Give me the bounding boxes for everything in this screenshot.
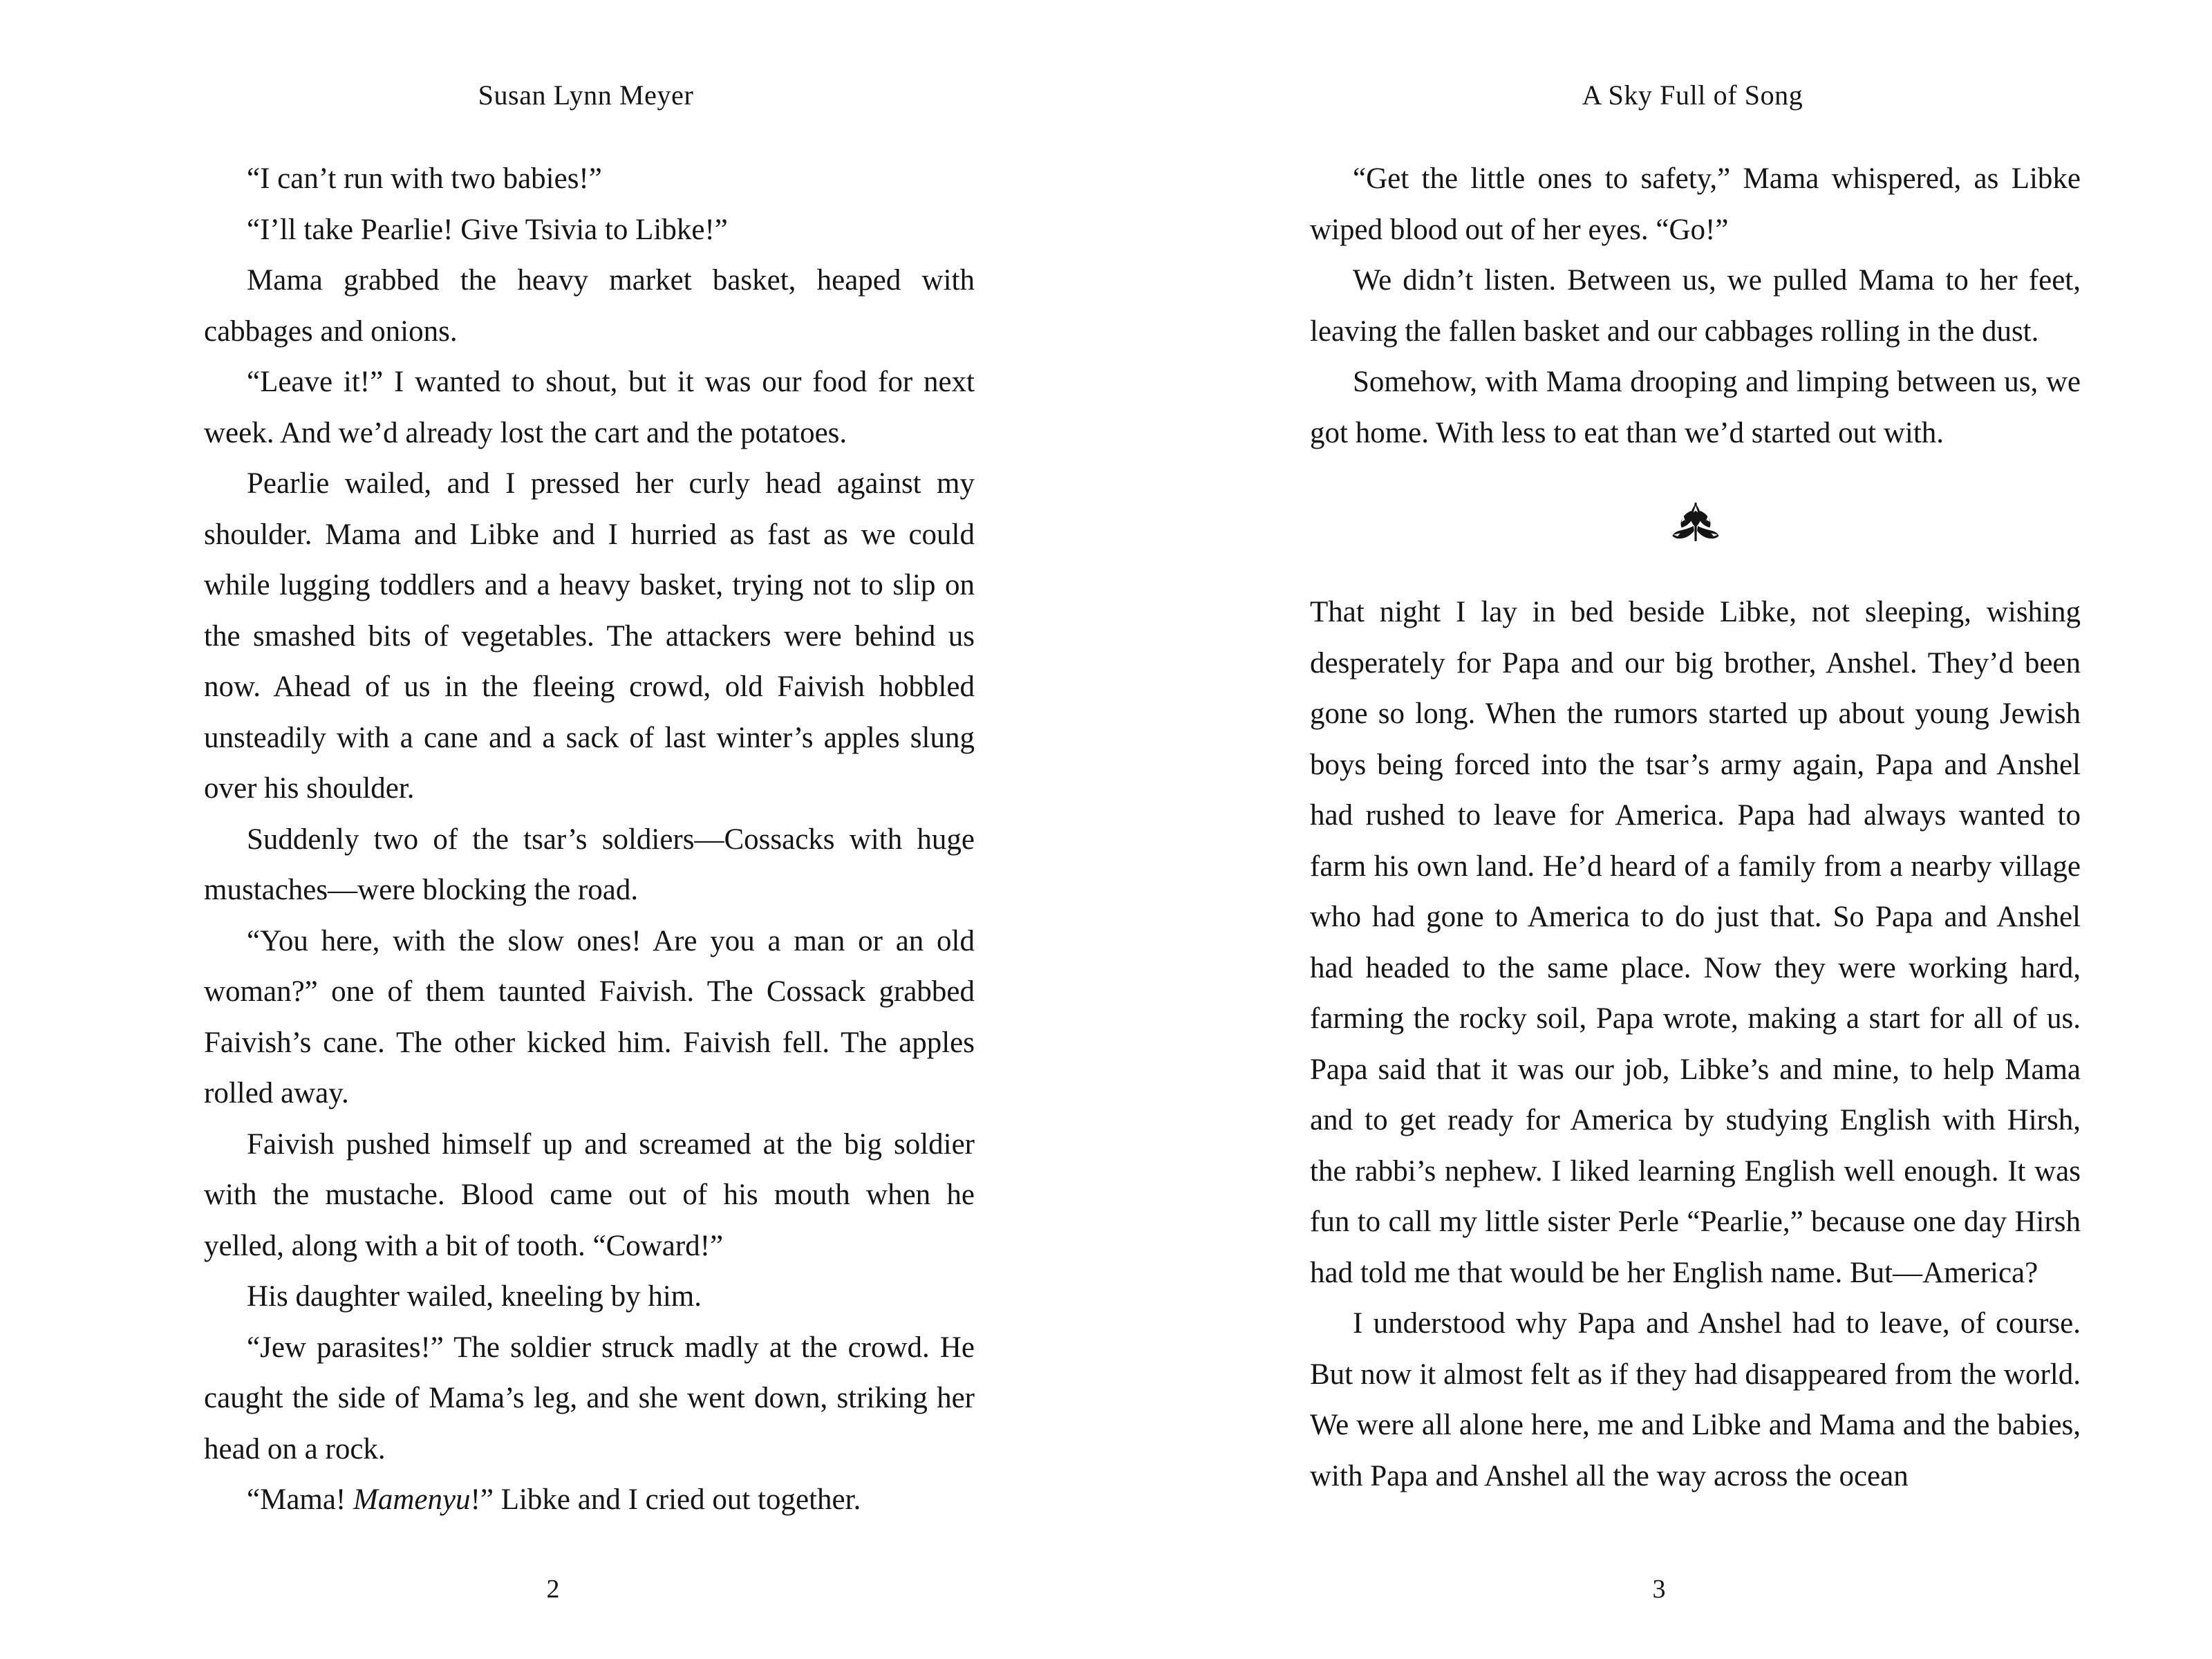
paragraph: “Get the little ones to safety,” Mama whispered, as Libke wiped blood out of her eyes. “Go!” <box>1310 162 2081 246</box>
page-number-recto: 3 <box>1652 1575 1666 1604</box>
paragraph: “Jew parasites!” The soldier struck madly at the crowd. He caught the side of Mama’s leg, and she went down, striking her head on a rock. <box>204 1331 975 1465</box>
paragraph-with-italic <box>204 1474 975 1526</box>
section-break-ornament <box>1310 486 2081 562</box>
paragraph: His daughter wailed, kneeling by him. <box>247 1280 702 1313</box>
paragraph: “I’ll take Pearlie! Give Tsivia to Libke!” <box>247 213 728 246</box>
floral-fleuron-icon <box>1670 499 1721 549</box>
paragraph-text-after-italic: !” Libke and I cried out together. <box>470 1483 861 1516</box>
paragraph: Mama grabbed the heavy market basket, heaped with cabbages and onions. <box>204 264 975 348</box>
paragraph: I understood why Papa and Anshel had to leave, of course. But now it almost felt as if they had disappeared from the world. We were all alone here, me and Libke and Mama and the babies, with Papa and Anshel all the way across the ocean <box>1310 1307 2081 1492</box>
body-text-right-lower <box>1310 587 2081 1501</box>
italic-word-mamenyu: Mamenyu <box>353 1483 471 1516</box>
paragraph: “Leave it!” I wanted to shout, but it was our food for next week. And we’d already lost the cart and the potatoes. <box>204 366 975 449</box>
paragraph: “You here, with the slow ones! Are you a man or an old woman?” one of them taunted Faivish. The Cossack grabbed Faivish’s cane. The other kicked him. Faivish fell. The apples rolled away. <box>204 924 975 1109</box>
paragraph: “I can’t run with two babies!” <box>247 162 602 195</box>
running-head-title: A Sky Full of Song <box>1582 79 1803 111</box>
paragraph: We didn’t listen. Between us, we pulled Mama to her feet, leaving the fallen basket and our cabbages rolling in the dust. <box>1310 264 2081 348</box>
body-text-left <box>204 153 975 1526</box>
paragraph: Suddenly two of the tsar’s soldiers—Cossacks with huge mustaches—were blocking the road. <box>204 823 975 906</box>
paragraph-text-before-italic: “Mama! <box>247 1483 354 1516</box>
paragraph: Pearlie wailed, and I pressed her curly head against my shoulder. Mama and Libke and I hurried as fast as we could while lugging toddlers and a heavy basket, trying not to slip on the smashed bits of vegetables. The attackers were behind us now. Ahead of us in the fleeing crowd, old Faivish hobbled unsteadily with a cane and a sack of last winter’s apples slung over his shoulder. <box>204 467 975 805</box>
paragraph: Faivish pushed himself up and screamed at the big soldier with the mustache. Blood came out of his mouth when he yelled, along with a bit of tooth. “Coward!” <box>204 1127 975 1262</box>
body-text-right-upper <box>1310 153 2081 458</box>
page-number-verso: 2 <box>546 1575 560 1604</box>
paragraph: Somehow, with Mama drooping and limping between us, we got home. With less to eat than we’d started out with. <box>1310 366 2081 449</box>
running-head-author: Susan Lynn Meyer <box>478 79 694 111</box>
page-recto <box>1106 0 2212 1659</box>
paragraph: That night I lay in bed beside Libke, not sleeping, wishing desperately for Papa and our big brother, Anshel. They’d been gone so long. When the rumors started up about young Jewish boys being forced into the tsar’s army again, Papa and Anshel had rushed to leave for America. Papa had always wanted to farm his own land. He’d heard of a family from a nearby village who had gone to America to do just that. So Papa and Anshel had headed to the same place. Now they were working hard, farming the rocky soil, Papa wrote, making a start for all of us. Papa said that it was our job, Libke’s and mine, to help Mama and to get ready for America by studying English with Hirsh, the rabbi’s nephew. I liked learning English well enough. It was fun to call my little sister Perle “Pearlie,” because one day Hirsh had told me that would be her English name. But—America? <box>1310 596 2081 1289</box>
